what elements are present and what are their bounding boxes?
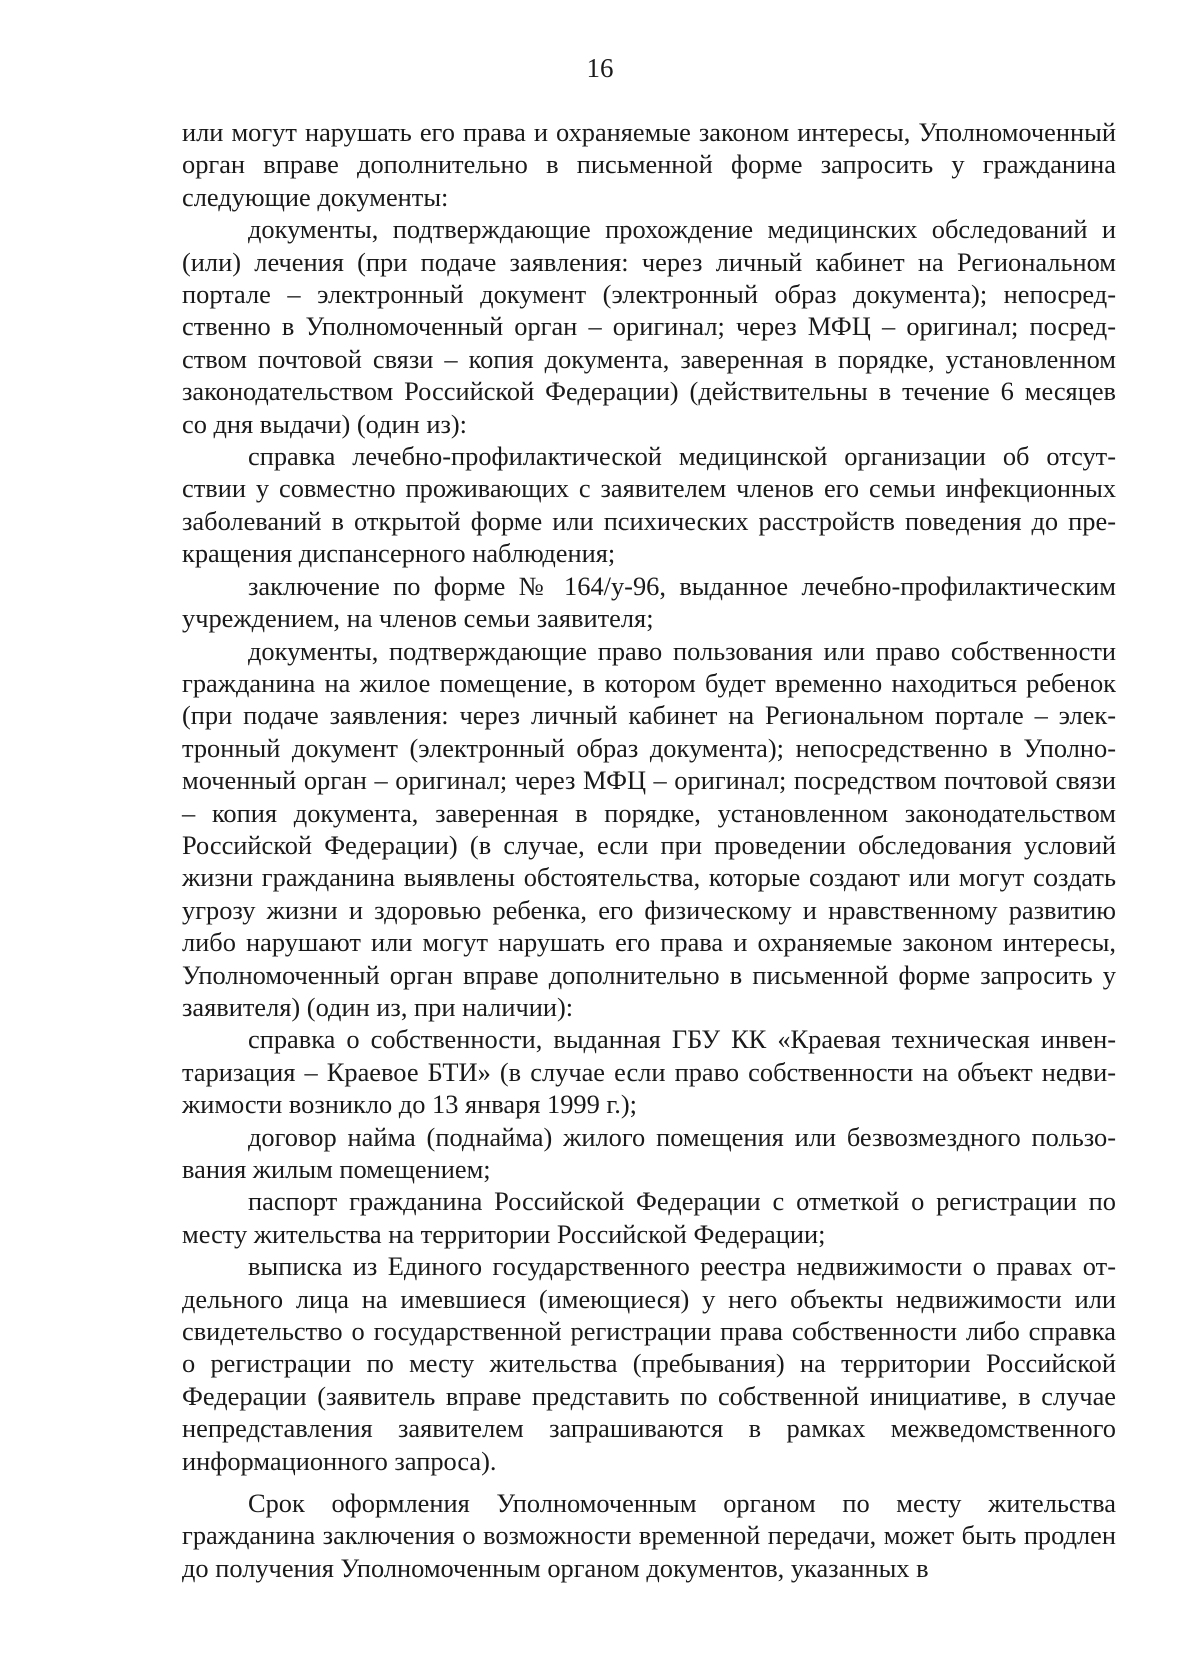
paragraph-medical-documents: документы, подтверждающие прохождение медицинских обследований и (или) лечения (при подаче заявления: через личный кабинет на Региональном портале – электронный документ (электронный образ документа); непосредственно в Уполномоченный орган – оригинал; через МФЦ – оригинал; посредством почтовой связи – копия документа, заверенная в порядке, установленном законодательством Российской Федерации) (действительны в течение 6 месяцев со дня выдачи) (один из):: [182, 214, 1116, 439]
paragraph-passport: паспорт гражданина Российской Федерации с отметкой о регистрации по месту жительства на территории Российской Федерации;: [182, 1186, 1116, 1249]
paragraph-property-certificate: справка о собственности, выданная ГБУ КК «Краевая техническая инвентаризация – Краевое БТИ» (в случае если право собственности на объект недвижимости возникло до 13 января 1999 г.);: [182, 1024, 1116, 1120]
document-body: [182, 116, 1116, 1584]
paragraph-continuation: или могут нарушать его права и охраняемые законом интересы, Уполномоченный орган вправе дополнительно в письменной форме запросить у гражданина следующие документы:: [182, 117, 1116, 212]
paragraph-form-164: заключение по форме № 164/у-96, выданное лечебно-профилактическим учреждением, на членов семьи заявителя;: [182, 570, 1116, 634]
paragraph-medical-certificate: справка лечебно-профилактической медицинской организации об отсутствии у совместно проживающих с заявителем членов его семьи инфекционных заболеваний в открытой форме или психических расстройств поведения до прекращения диспансерного наблюдения;: [182, 441, 1116, 569]
paragraph-housing-documents: документы, подтверждающие право пользования или право собственности гражданина на жилое помещение, в котором будет временно находиться ребенок (при подаче заявления: через личный кабинет на Региональном портале – электронный документ (электронный образ документа); непосредственно в Уполномоченный орган – оригинал; через МФЦ – оригинал; посредством почтовой связи – копия документа, заверенная в порядке, установленном законодательством Российской Федерации) (в случае, если при проведении обследования условий жизни гражданина выявлены обстоятельства, которые создают или могут создать угрозу жизни и здоровью ребенка, его физическому и нравственному развитию либо нарушают или могут нарушать его права и охраняемые законом интересы, Уполномоченный орган вправе дополнительно в письменной форме запросить у заявителя) (один из, при наличии):: [182, 635, 1116, 1022]
paragraph-processing-term: Срок оформления Уполномоченным органом по месту жительства гражданина заключения о возможности временной передачи, может быть продлен до получения Уполномоченным органом документов, указанных в: [182, 1488, 1116, 1583]
page-number: 16: [586, 53, 614, 83]
paragraph-lease-agreement: договор найма (поднайма) жилого помещения или безвозмездного пользования жилым помещением;: [182, 1121, 1116, 1184]
paragraph-registry-extract: выписка из Единого государственного реестра недвижимости о правах отдельного лица на имевшиеся (имеющиеся) у него объекты недвижимости или свидетельство о государственной регистрации права собственности либо справка о регистрации по месту жительства (пребывания) на территории Российской Федерации (заявитель вправе представить по собственной инициативе, в случае непредставления заявителем запрашиваются в рамках межведомственного информационного запроса).: [182, 1251, 1116, 1476]
